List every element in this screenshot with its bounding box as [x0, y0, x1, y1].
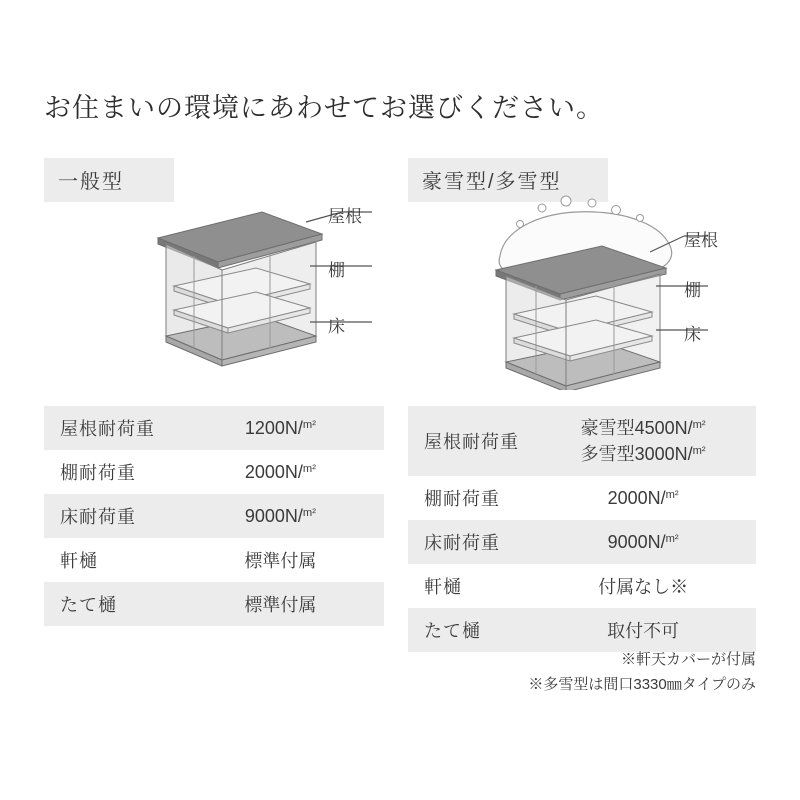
table-row [44, 494, 384, 538]
section-heading-snow: 豪雪型/多雪型 [408, 158, 608, 202]
table-row [44, 450, 384, 494]
callout-left-floor: 床 [328, 317, 345, 336]
table-row [44, 406, 384, 450]
spec-key: 棚耐荷重 [60, 463, 136, 483]
spec-value [187, 494, 384, 538]
section-heading-general: 一般型 [44, 158, 174, 202]
spec-value-text: 1200N/ [244, 417, 303, 438]
spec-key: 軒樋 [60, 551, 98, 571]
spec-key: たて樋 [44, 582, 187, 626]
illustration-general-type [110, 190, 410, 380]
spec-value-line2 [540, 441, 746, 467]
callout-right-roof: 屋根 [684, 231, 718, 250]
spec-value-unit: m² [665, 532, 679, 545]
spec-value-text: 2000N/ [607, 487, 666, 508]
spec-value-unit: m² [302, 418, 316, 431]
table-row [408, 564, 756, 608]
spec-value-text: 多雪型3000N/ [580, 444, 693, 465]
callout-right-shelf: 棚 [684, 281, 701, 300]
page-title: お住まいの環境にあわせてお選びください。 [44, 93, 604, 123]
spec-value: 取付不可 [540, 608, 756, 652]
spec-value [540, 476, 756, 520]
spec-value [187, 406, 384, 450]
spec-key: 屋根耐荷重 [408, 406, 540, 476]
spec-value: 付属なし※ [598, 577, 689, 598]
table-row [408, 608, 756, 652]
spec-key: 軒樋 [424, 577, 462, 598]
shed-general-svg [110, 190, 410, 380]
table-row [44, 538, 384, 582]
table-row [408, 476, 756, 520]
spec-value-text: 9000N/ [607, 531, 666, 552]
spec-table-general [44, 406, 384, 626]
spec-value-line1 [540, 415, 746, 441]
spec-key: たて樋 [408, 608, 540, 652]
callout-left-roof: 屋根 [328, 207, 362, 226]
spec-value-text: 豪雪型4500N/ [580, 418, 693, 438]
footnote-2: ※多雪型は間口3330㎜タイプのみ [528, 675, 756, 693]
spec-value-unit: m² [692, 418, 706, 431]
footnotes [408, 648, 756, 698]
spec-table-snow [408, 406, 756, 652]
spec-value: 標準付属 [187, 582, 384, 626]
spec-value: 標準付属 [244, 551, 317, 571]
spec-value [540, 406, 756, 476]
spec-value-unit: m² [302, 462, 316, 475]
illustration-snow-type [480, 190, 780, 390]
footnote-1: ※軒天カバーが付属 [620, 651, 756, 668]
spec-value-text: 2000N/ [244, 461, 303, 482]
spec-key: 床耐荷重 [44, 494, 187, 538]
spec-value-unit: m² [302, 506, 316, 519]
table-row [44, 582, 384, 626]
table-row [408, 520, 756, 564]
spec-key: 棚耐荷重 [424, 489, 500, 510]
callout-right-floor: 床 [684, 325, 701, 344]
spec-value [187, 450, 384, 494]
spec-value-text: 9000N/ [244, 505, 303, 526]
table-row [408, 406, 756, 476]
shed-snow-svg [480, 190, 780, 390]
spec-value-unit: m² [665, 488, 679, 501]
callout-left-shelf: 棚 [328, 261, 345, 280]
spec-key: 屋根耐荷重 [44, 406, 187, 450]
spec-key: 床耐荷重 [408, 520, 540, 564]
spec-value [540, 520, 756, 564]
spec-value-unit: m² [692, 444, 706, 457]
